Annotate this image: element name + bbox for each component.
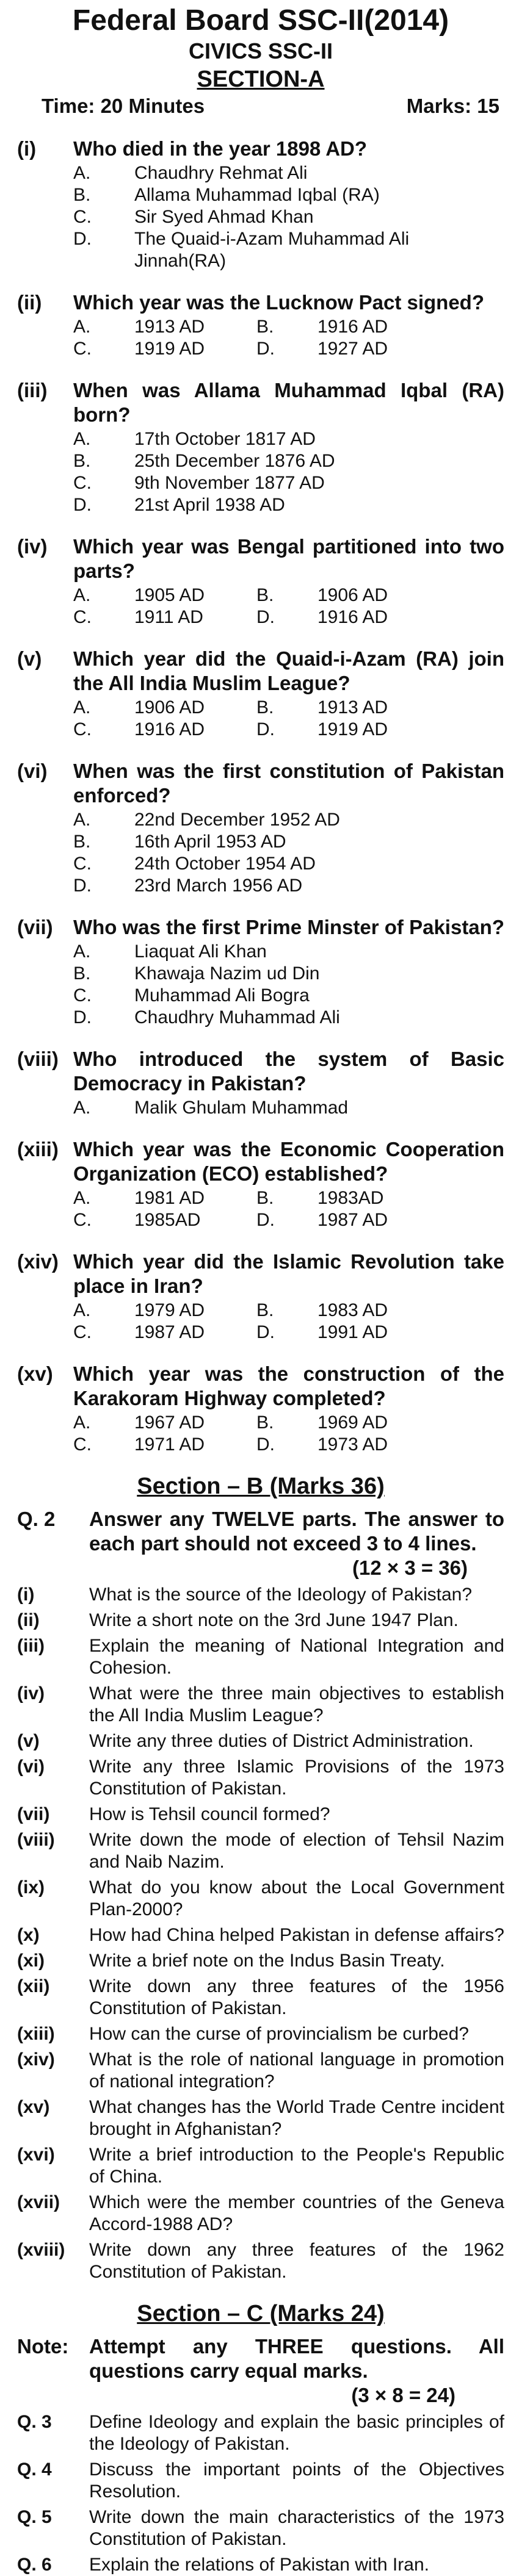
options <box>73 316 504 360</box>
part-number: (xi) <box>17 1951 45 1971</box>
part-number: (iv) <box>17 1683 45 1704</box>
option-row <box>73 472 504 494</box>
part-text: Write down any three features of the 1962 Constitution of Pakistan. <box>89 2240 504 2282</box>
part-number: (xv) <box>17 2097 50 2117</box>
option-text: 1916 AD <box>318 317 388 337</box>
question-text: Which year was the construction of the Karakoram Highway completed? <box>73 1362 504 1409</box>
option-letter: D. <box>73 495 92 515</box>
question-number: (iii) <box>17 379 48 401</box>
option-text: 1913 AD <box>318 697 388 718</box>
option-text: 1969 AD <box>318 1412 388 1433</box>
question-number: (v) <box>17 647 42 670</box>
option-letter: B. <box>256 1300 274 1320</box>
option-text: 1973 AD <box>318 1434 388 1455</box>
option-text: 9th November 1877 AD <box>134 473 325 493</box>
part-text: What is the role of national language in promotion of national integration? <box>89 2049 504 2092</box>
part-number: (x) <box>17 1925 40 1945</box>
question-number: (i) <box>17 137 37 160</box>
option-row <box>73 1007 504 1029</box>
question-number: Q. 6 <box>17 2555 52 2575</box>
time-allowed: Time: 20 Minutes <box>42 95 205 117</box>
option-letter: C. <box>73 854 92 874</box>
option-letter: A. <box>73 1098 91 1118</box>
option-row <box>73 1300 504 1322</box>
part-number: (ix) <box>17 1877 45 1898</box>
long-question <box>17 2506 504 2550</box>
option-text: 24th October 1954 AD <box>134 854 316 874</box>
options <box>73 1412 504 1456</box>
short-question <box>17 2192 504 2236</box>
mcq-item <box>17 1362 504 1456</box>
mcq-item <box>17 1250 504 1344</box>
option-row <box>73 809 504 831</box>
question-text: Which year was the Lucknow Pact signed? <box>73 291 484 314</box>
short-question <box>17 2144 504 2188</box>
option-letter: A. <box>73 163 91 183</box>
option-row <box>73 1097 504 1119</box>
part-text: Write any three Islamic Provisions of the 1973 Constitution of Pakistan. <box>89 1757 504 1799</box>
question-number: (xiv) <box>17 1250 59 1273</box>
option-text: 1979 AD <box>134 1300 205 1320</box>
option-text: Khawaja Nazim ud Din <box>134 963 320 984</box>
option-letter: D. <box>73 1007 92 1027</box>
option-text: Muhammad Ali Bogra <box>134 985 310 1006</box>
option-text: 16th April 1953 AD <box>134 832 286 852</box>
option-text: Liaquat Ali Khan <box>134 941 267 962</box>
option-row <box>73 606 504 628</box>
option-letter: C. <box>73 985 92 1006</box>
options <box>73 162 504 272</box>
options <box>73 1187 504 1231</box>
options <box>73 585 504 628</box>
option-letter: A. <box>73 810 91 830</box>
mcq-item <box>17 647 504 741</box>
long-question <box>17 2459 504 2503</box>
short-question <box>17 1950 504 1972</box>
option-text: 1916 AD <box>318 607 388 627</box>
part-number: (vi) <box>17 1757 45 1777</box>
question-text: Which year did the Islamic Revolution take place in Iran? <box>73 1250 504 1297</box>
question-text: Which year was Bengal partitioned into two parts? <box>73 535 504 582</box>
short-question <box>17 1610 504 1632</box>
question-number: (xiii) <box>17 1138 59 1160</box>
short-question <box>17 1730 504 1752</box>
question-text: Who introduced the system of Basic Democracy in Pakistan? <box>73 1048 504 1095</box>
part-text: Write a brief introduction to the People's Republic of China. <box>89 2145 504 2187</box>
question-body <box>73 378 504 516</box>
option-text: 1987 AD <box>318 1210 388 1230</box>
option-letter: C. <box>73 1322 92 1342</box>
section-b-title: Section – B (Marks 36) <box>137 1473 385 1499</box>
short-question <box>17 1924 504 1946</box>
option-text: 1971 AD <box>134 1434 205 1455</box>
option-row <box>73 941 504 963</box>
option-letter: D. <box>256 719 275 739</box>
option-text: 1906 AD <box>134 697 205 718</box>
short-question <box>17 2239 504 2283</box>
question-text: Who died in the year 1898 AD? <box>73 137 368 160</box>
option-text: 1911 AD <box>134 607 203 627</box>
option-row <box>73 875 504 897</box>
part-number: (xvi) <box>17 2145 55 2165</box>
options <box>73 809 504 897</box>
option-text: 1987 AD <box>134 1322 205 1342</box>
option-row <box>73 1322 504 1344</box>
options <box>73 941 504 1029</box>
section-a-meta <box>17 94 504 118</box>
option-row <box>73 831 504 853</box>
question-number: (iv) <box>17 535 48 558</box>
part-text: Write any three duties of District Administration. <box>89 1731 474 1751</box>
option-row <box>73 853 504 875</box>
short-question <box>17 1756 504 1800</box>
question-body <box>73 290 504 360</box>
question-text: When was Allama Muhammad Iqbal (RA) born? <box>73 379 504 426</box>
option-row <box>73 963 504 985</box>
part-number: (xii) <box>17 1976 50 1996</box>
short-question <box>17 1877 504 1921</box>
part-number: (iii) <box>17 1636 45 1656</box>
option-text: 1905 AD <box>134 585 205 605</box>
option-letter: B. <box>256 317 274 337</box>
part-number: (xiii) <box>17 2024 55 2044</box>
question-text: Discuss the important points of the Objectives Resolution. <box>89 2459 504 2502</box>
part-number: (vii) <box>17 1804 50 1824</box>
option-letter: D. <box>256 1322 275 1342</box>
option-letter: B. <box>73 451 91 471</box>
part-number: (xviii) <box>17 2240 65 2260</box>
option-letter: D. <box>256 339 275 359</box>
question-text: Define Ideology and explain the basic principles of the Ideology of Pakistan. <box>89 2412 504 2454</box>
option-text: 1919 AD <box>134 339 205 359</box>
question-text: Who was the first Prime Minster of Pakistan? <box>73 916 504 938</box>
option-letter: C. <box>73 719 92 739</box>
option-letter: A. <box>73 1412 91 1433</box>
option-letter: B. <box>73 832 91 852</box>
question-number: Q. 5 <box>17 2507 52 2527</box>
short-question <box>17 2023 504 2045</box>
option-text: 1927 AD <box>318 339 388 359</box>
option-letter: C. <box>73 1434 92 1455</box>
mcq-item <box>17 1137 504 1231</box>
question-body <box>73 137 504 272</box>
question-number: Q. 3 <box>17 2412 52 2432</box>
option-text: 1983AD <box>318 1188 384 1208</box>
mcq-item <box>17 759 504 897</box>
option-text: 1919 AD <box>318 719 388 739</box>
question-number: (viii) <box>17 1048 59 1070</box>
option-letter: B. <box>73 185 91 205</box>
option-letter: C. <box>73 1210 92 1230</box>
q2-instruction: Answer any TWELVE parts. The answer to each part should not exceed 3 to 4 lines. <box>89 1508 504 1555</box>
option-letter: D. <box>256 1210 275 1230</box>
option-row <box>73 316 504 338</box>
option-text: 1967 AD <box>134 1412 205 1433</box>
mcq-item <box>17 1047 504 1119</box>
part-number: (v) <box>17 1731 40 1751</box>
part-text: Write a brief note on the Indus Basin Treaty. <box>89 1951 445 1971</box>
option-text: 1981 AD <box>134 1188 205 1208</box>
option-row <box>73 228 504 272</box>
question-number: Q. 4 <box>17 2459 52 2480</box>
part-text: How is Tehsil council formed? <box>89 1804 330 1824</box>
options <box>73 1300 504 1344</box>
option-row <box>73 1209 504 1231</box>
option-row <box>73 1187 504 1209</box>
paper-subject: CIVICS SSC-II <box>188 38 333 63</box>
option-text: 1906 AD <box>318 585 388 605</box>
option-row <box>73 1412 504 1434</box>
question-number: (vii) <box>17 916 53 938</box>
part-text: How had China helped Pakistan in defense affairs? <box>89 1925 504 1945</box>
option-text: 22nd December 1952 AD <box>134 810 340 830</box>
option-text: Malik Ghulam Muhammad <box>134 1098 349 1118</box>
paper-title: Federal Board SSC-II(2014) <box>72 4 449 37</box>
part-text: What changes has the World Trade Centre incident brought in Afghanistan? <box>89 2097 504 2139</box>
part-number: (xvii) <box>17 2192 60 2212</box>
option-text: The Quaid-i-Azam Muhammad Ali Jinnah(RA) <box>134 229 410 271</box>
option-row <box>73 494 504 516</box>
question-body <box>73 1047 504 1119</box>
long-question <box>17 2411 504 2455</box>
option-text: Chaudhry Muhammad Ali <box>134 1007 340 1027</box>
mcq-item <box>17 915 504 1029</box>
short-question <box>17 1635 504 1679</box>
q2-header <box>17 1507 504 1580</box>
part-text: Write down any three features of the 1956 Constitution of Pakistan. <box>89 1976 504 2018</box>
option-letter: A. <box>73 585 91 605</box>
mcq-item <box>17 534 504 628</box>
section-c-title: Section – C (Marks 24) <box>137 2301 385 2326</box>
option-letter: C. <box>73 207 92 227</box>
option-text: 23rd March 1956 AD <box>134 876 303 896</box>
question-body <box>73 1250 504 1344</box>
short-question <box>17 1976 504 2020</box>
option-letter: B. <box>256 1188 274 1208</box>
option-text: 1916 AD <box>134 719 205 739</box>
question-text: Which year was the Economic Cooperation Organization (ECO) established? <box>73 1138 504 1185</box>
question-number: (vi) <box>17 760 48 782</box>
option-text: 1985AD <box>134 1210 201 1230</box>
option-text: 1983 AD <box>318 1300 388 1320</box>
part-text: What were the three main objectives to establish the All India Muslim League? <box>89 1683 504 1725</box>
options <box>73 428 504 516</box>
part-text: Write a short note on the 3rd June 1947 Plan. <box>89 1610 459 1630</box>
option-text: 25th December 1876 AD <box>134 451 335 471</box>
question-body <box>73 534 504 628</box>
long-question <box>17 2554 504 2576</box>
part-text: Write down the mode of election of Tehsil Nazim and Naib Nazim. <box>89 1830 504 1872</box>
part-text: Which were the member countries of the Geneva Accord-1988 AD? <box>89 2192 504 2234</box>
q2-number: Q. 2 <box>17 1508 56 1530</box>
note-text: Attempt any THREE questions. All questions carry equal marks. <box>89 2335 504 2382</box>
part-number: (viii) <box>17 1830 55 1850</box>
option-letter: A. <box>73 697 91 718</box>
option-letter: D. <box>256 607 275 627</box>
mcq-item <box>17 137 504 272</box>
part-text: How can the curse of provincialism be curbed? <box>89 2024 469 2044</box>
short-question <box>17 2096 504 2140</box>
q2-marks: (12 × 3 = 36) <box>352 1556 468 1579</box>
question-text: Which year did the Quaid-i-Azam (RA) join the All India Muslim League? <box>73 647 504 694</box>
option-row <box>73 985 504 1007</box>
part-text: What do you know about the Local Government Plan-2000? <box>89 1877 504 1919</box>
short-question <box>17 2049 504 2093</box>
question-body <box>73 915 504 1029</box>
mcq-list <box>17 137 504 1456</box>
options <box>73 697 504 741</box>
option-text: 21st April 1938 AD <box>134 495 285 515</box>
option-letter: B. <box>256 1412 274 1433</box>
option-letter: C. <box>73 607 92 627</box>
question-number: (ii) <box>17 291 42 314</box>
part-text: What is the source of the Ideology of Pakistan? <box>89 1585 473 1605</box>
part-number: (i) <box>17 1585 35 1605</box>
option-row <box>73 1434 504 1456</box>
options <box>73 1097 504 1119</box>
option-letter: D. <box>256 1434 275 1455</box>
note-label: Note: <box>17 2335 69 2358</box>
short-question <box>17 1829 504 1873</box>
option-letter: B. <box>256 585 274 605</box>
part-number: (ii) <box>17 1610 40 1630</box>
question-body <box>73 1137 504 1231</box>
option-letter: A. <box>73 317 91 337</box>
option-text: 17th October 1817 AD <box>134 429 316 449</box>
option-text: Sir Syed Ahmad Khan <box>134 207 314 227</box>
option-letter: A. <box>73 1188 91 1208</box>
part-number: (xiv) <box>17 2049 55 2070</box>
option-row <box>73 585 504 606</box>
long-question-list <box>17 2411 504 2576</box>
question-body <box>73 647 504 741</box>
option-letter: C. <box>73 473 92 493</box>
question-body <box>73 759 504 897</box>
question-text: When was the first constitution of Pakistan enforced? <box>73 760 504 807</box>
option-row <box>73 338 504 360</box>
question-text: Explain the relations of Pakistan with Iran. <box>89 2555 429 2575</box>
option-row <box>73 450 504 472</box>
option-letter: D. <box>73 876 92 896</box>
option-text: 1913 AD <box>134 317 205 337</box>
option-row <box>73 428 504 450</box>
section-c-note <box>17 2334 504 2408</box>
option-row <box>73 206 504 228</box>
mcq-item <box>17 290 504 360</box>
short-question-list <box>17 1584 504 2283</box>
part-text: Explain the meaning of National Integration and Cohesion. <box>89 1636 504 1678</box>
short-question <box>17 1584 504 1606</box>
option-letter: B. <box>256 697 274 718</box>
question-number: (xv) <box>17 1362 53 1385</box>
option-row <box>73 719 504 741</box>
question-text: Write down the main characteristics of the 1973 Constitution of Pakistan. <box>89 2507 504 2549</box>
option-letter: C. <box>73 339 92 359</box>
option-text: Allama Muhammad Iqbal (RA) <box>134 185 380 205</box>
option-letter: D. <box>73 229 92 249</box>
option-row <box>73 697 504 719</box>
option-text: Chaudhry Rehmat Ali <box>134 163 308 183</box>
option-letter: B. <box>73 963 91 984</box>
section-a-title: SECTION-A <box>197 67 325 92</box>
option-text: 1991 AD <box>318 1322 388 1342</box>
question-body <box>73 1362 504 1456</box>
short-question <box>17 1683 504 1727</box>
option-row <box>73 184 504 206</box>
option-letter: A. <box>73 1300 91 1320</box>
section-c-marks: (3 × 8 = 24) <box>351 2384 455 2406</box>
total-marks: Marks: 15 <box>406 95 499 117</box>
option-letter: A. <box>73 429 91 449</box>
option-letter: A. <box>73 941 91 962</box>
mcq-item <box>17 378 504 516</box>
short-question <box>17 1804 504 1826</box>
option-row <box>73 162 504 184</box>
